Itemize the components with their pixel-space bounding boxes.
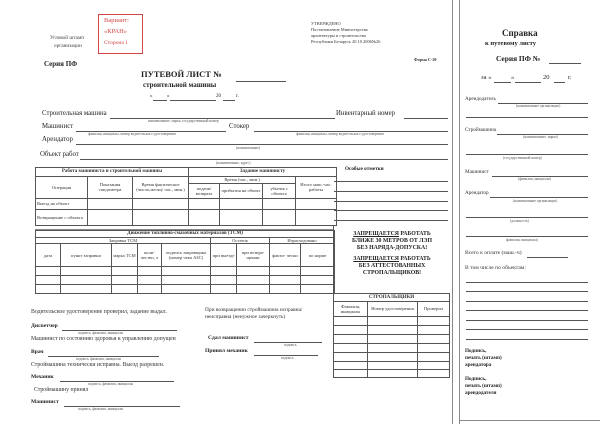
- cell[interactable]: [368, 344, 418, 353]
- cell[interactable]: [61, 267, 112, 276]
- cell[interactable]: [112, 276, 138, 285]
- table-row: [36, 267, 335, 276]
- fuel-table-title: Движение топливно-смазочных материалов (ТСМ): [36, 231, 335, 238]
- table-row: [334, 353, 450, 362]
- work-table: [35, 167, 337, 226]
- lessor-label: Арендодатель: [465, 96, 496, 102]
- table-row: [36, 276, 335, 285]
- cert-plate-field[interactable]: [466, 154, 588, 155]
- machine-label: Строительная машина: [42, 110, 107, 117]
- cert-operator-label: Машинист: [465, 169, 489, 175]
- warning-lep-line3: БЕЗ НАРЯДА-ДОПУСКА!: [356, 245, 428, 252]
- cert-position-field[interactable]: [466, 217, 588, 218]
- inventory-field[interactable]: [404, 118, 448, 119]
- cell[interactable]: [162, 276, 211, 285]
- task-group-header: Задание машинисту: [189, 168, 337, 177]
- cert-date-mid: »: [511, 74, 515, 81]
- cell[interactable]: [133, 209, 189, 225]
- lessee-hint: (наименование): [236, 146, 261, 150]
- cell[interactable]: [368, 370, 418, 378]
- table-row: [36, 209, 337, 225]
- handed-operator-hint: подпись: [284, 343, 297, 347]
- variant-value: «КРАН»: [104, 28, 128, 35]
- cert-date-day-field[interactable]: [494, 82, 511, 83]
- return-text-line1: При возвращении строймашина исправна/: [205, 307, 303, 313]
- form-code: Форма С-20: [414, 57, 437, 62]
- cell[interactable]: [263, 199, 296, 210]
- cert-name-field[interactable]: [466, 236, 588, 237]
- stoker-hint: фамилия, инициалы, номер водительского удостоверения: [296, 132, 384, 136]
- cert-date-prefix: за «: [481, 74, 492, 81]
- cert-lessee-hint: (наименование организации): [513, 199, 558, 203]
- date-month-field[interactable]: [170, 100, 216, 101]
- page-divider: [452, 0, 460, 424]
- lessee-field[interactable]: [76, 144, 448, 145]
- special-notes-line[interactable]: [334, 220, 448, 221]
- cell[interactable]: [189, 209, 220, 225]
- certificate-number-field[interactable]: [549, 63, 581, 64]
- cell[interactable]: [418, 326, 450, 335]
- cell[interactable]: [418, 353, 450, 362]
- object-line[interactable]: [466, 282, 588, 283]
- table-row: [36, 199, 337, 210]
- checked-text: Водительское удостоверение проверил, задание выдал.: [31, 309, 167, 315]
- riggers-table-title: СТРОПАЛЬЩИКИ: [334, 294, 450, 302]
- refuel-group-header: Заправка ТСМ: [36, 238, 211, 244]
- cell[interactable]: [88, 199, 133, 210]
- cell[interactable]: [263, 209, 296, 225]
- object-line[interactable]: [466, 301, 588, 302]
- cell[interactable]: [237, 267, 270, 276]
- warning-riggers: [336, 256, 448, 278]
- row-label: Выезд на объект: [36, 199, 88, 210]
- col-operation: Операция: [36, 176, 88, 199]
- cert-position-hint: (должность): [510, 219, 529, 223]
- cell[interactable]: [301, 267, 335, 276]
- table-row: [334, 344, 450, 353]
- col-station: пункт заправки: [61, 244, 112, 267]
- accepted-text: Строймашину принял: [34, 387, 89, 393]
- doctor-label: Врач: [31, 349, 44, 355]
- warning-riggers-line2: БЕЗ АТТЕСТОВАННЫХ: [358, 263, 426, 270]
- cert-date-month-field[interactable]: [515, 82, 541, 83]
- cell[interactable]: [162, 267, 211, 276]
- lessor-field-2[interactable]: [466, 117, 588, 118]
- object-line[interactable]: [466, 329, 588, 330]
- site-field[interactable]: [80, 159, 448, 160]
- date-suffix: г.: [236, 94, 239, 99]
- col-rigger-cert: Номер удостоверения: [368, 302, 418, 317]
- health-text: Машинист по состоянию здоровья к управлению допущен: [31, 336, 176, 342]
- warning-lep: [336, 231, 448, 253]
- variant-label: Вариант:: [104, 17, 129, 24]
- object-line[interactable]: [466, 291, 588, 292]
- cell[interactable]: [211, 285, 237, 294]
- cell[interactable]: [301, 285, 335, 294]
- machine-field[interactable]: [110, 118, 335, 119]
- cell[interactable]: [334, 353, 368, 362]
- remainder-group-header: Остаток: [211, 238, 270, 244]
- special-notes-line[interactable]: [334, 191, 448, 192]
- cell[interactable]: [368, 353, 418, 362]
- lessee-signature-line2: печать (штамп): [465, 355, 502, 361]
- cell[interactable]: [334, 344, 368, 353]
- cell[interactable]: [112, 285, 138, 294]
- received-mechanic-label: Принял механик: [205, 348, 248, 354]
- lessee-signature-line1: Подпись,: [465, 348, 487, 354]
- certificate-series: Серия ПФ №: [496, 54, 541, 63]
- site-label: Объект работ: [40, 151, 79, 158]
- cell[interactable]: [418, 335, 450, 344]
- object-line[interactable]: [466, 320, 588, 321]
- table-row: [334, 335, 450, 344]
- cell[interactable]: [296, 209, 337, 225]
- warning-lep-keyword: ЗАПРЕЩАЕТСЯ: [353, 231, 399, 237]
- org-stamp-line1: Угловой штамп: [50, 35, 85, 41]
- object-line[interactable]: [466, 339, 588, 340]
- cell[interactable]: [211, 267, 237, 276]
- cell[interactable]: [237, 285, 270, 294]
- time-group-header: Время (час., мин.): [189, 176, 296, 184]
- col-rigger-checked: Проверил: [418, 302, 450, 317]
- riggers-table: [333, 293, 450, 378]
- cell[interactable]: [301, 276, 335, 285]
- col-arrival: прибытия на объект: [220, 184, 263, 199]
- machine-hint: наименование, марка, государственный номер: [148, 119, 219, 123]
- certificate-title: Справка: [502, 28, 538, 38]
- inventory-label: Инвентарный номер: [336, 110, 396, 117]
- cell[interactable]: [36, 285, 61, 294]
- warning-riggers-line3: СТРОПАЛЬЩИКОВ!: [362, 270, 422, 277]
- cell[interactable]: [133, 199, 189, 210]
- approval-line4: Республики Беларусь 20.10.2006№26: [311, 39, 381, 44]
- cell[interactable]: [334, 370, 368, 378]
- cert-date-year-field[interactable]: [554, 82, 565, 83]
- doctor-hint: подпись, фамилия, инициалы: [76, 357, 122, 361]
- used-group-header: Израсходовано: [270, 238, 335, 244]
- col-at-exit: при выезде: [211, 244, 237, 267]
- cert-plate-hint: (государственный номер): [503, 156, 542, 160]
- cert-date-year: 20: [543, 74, 550, 81]
- lessee-signature-line3: арендатора: [465, 362, 492, 368]
- cell[interactable]: [368, 362, 418, 370]
- col-signature: подпись заправщика (номер чека АЗС): [162, 244, 211, 267]
- warning-lep-rest: РАБОТАТЬ: [398, 231, 431, 237]
- site-hint: (наименование, адрес): [216, 161, 251, 165]
- cell[interactable]: [61, 276, 112, 285]
- dispatcher-label: Диспетчер: [31, 323, 58, 329]
- certificate-bottom-border: [460, 420, 600, 421]
- stoker-label: Стокер: [229, 123, 250, 130]
- cell[interactable]: [36, 267, 61, 276]
- col-date: дата: [36, 244, 61, 267]
- date-year-field[interactable]: [223, 100, 235, 101]
- certificate-subtitle: к путевому листу: [485, 40, 536, 47]
- date-year-prefix: 20: [216, 94, 221, 99]
- mechanic-label: Механик: [31, 374, 54, 380]
- operator-hint: фамилия, инициалы, номер водительского удостоверения: [88, 132, 176, 136]
- col-at-return: при возвра- щении: [237, 244, 270, 267]
- by-objects-label: В том числе по объектам:: [465, 265, 526, 271]
- cert-lessee-field[interactable]: [490, 197, 588, 198]
- cell[interactable]: [270, 276, 301, 285]
- col-actual: факти- чески: [270, 244, 301, 267]
- col-norm: по норме: [301, 244, 335, 267]
- cell[interactable]: [368, 326, 418, 335]
- cell[interactable]: [237, 276, 270, 285]
- cell[interactable]: [220, 199, 263, 210]
- col-supply: подачи/ возврата: [189, 184, 220, 199]
- cell[interactable]: [418, 370, 450, 378]
- total-payment-label: Всего к оплате (маш.-ч): [465, 250, 522, 256]
- date-day-field[interactable]: [153, 100, 167, 101]
- object-line[interactable]: [466, 310, 588, 311]
- special-notes-line[interactable]: [334, 181, 448, 182]
- cert-date-suffix: г.: [568, 74, 572, 81]
- cert-machine-hint: (наименование, марка): [523, 135, 558, 139]
- tech-text: Строймашина технически исправна. Выезд разрешен.: [31, 362, 165, 368]
- warning-lep-line2: БЛИЖЕ 30 МЕТРОВ ОТ ЛЭП: [352, 238, 432, 245]
- warning-riggers-rest: РАБОТАТЬ: [398, 256, 431, 262]
- cell[interactable]: [138, 285, 162, 294]
- dispatcher-hint: подпись, фамилия, инициалы: [78, 331, 124, 335]
- col-rigger-name: Фамилия, инициалы: [334, 302, 368, 317]
- col-brand: марка ТСМ: [112, 244, 138, 267]
- org-stamp-line2: организации: [54, 43, 82, 49]
- work-group-header: Работа машиниста и строительной машины: [36, 168, 189, 177]
- lessor-signature-line3: арендодателя: [465, 390, 497, 396]
- cell[interactable]: [138, 267, 162, 276]
- cell[interactable]: [418, 344, 450, 353]
- waybill-subtitle: строительной машины: [143, 81, 217, 89]
- handed-operator-label: Сдал машинист: [208, 335, 249, 341]
- special-notes-line[interactable]: [334, 210, 448, 211]
- received-mechanic-hint: подпись: [281, 356, 294, 360]
- cell[interactable]: [270, 285, 301, 294]
- lessor-signature-line1: Подпись,: [465, 376, 487, 382]
- cell[interactable]: [296, 199, 337, 210]
- certificate-panel: [460, 0, 600, 424]
- return-text-line2: неисправна (ненужное зачеркнуть): [205, 314, 286, 320]
- cell[interactable]: [368, 317, 418, 326]
- cell[interactable]: [88, 209, 133, 225]
- col-quantity: коли- чество, л: [138, 244, 162, 267]
- waybill-title: ПУТЕВОЙ ЛИСТ №: [141, 69, 222, 79]
- waybill-number-field[interactable]: [236, 81, 286, 82]
- table-row: [334, 317, 450, 326]
- date-open-quote: «: [150, 94, 153, 99]
- mechanic-hint: подпись, фамилия, инициалы: [88, 382, 134, 386]
- cell[interactable]: [211, 276, 237, 285]
- operator-sign-label: Машинист: [31, 399, 59, 405]
- cell[interactable]: [334, 317, 368, 326]
- warning-riggers-keyword: ЗАПРЕЩАЕТСЯ: [353, 256, 399, 262]
- date-close-quote: »: [167, 94, 170, 99]
- series-label: Серия ПФ: [44, 60, 78, 68]
- lessor-hint: (наименование организации): [516, 104, 561, 108]
- total-payment-field[interactable]: [527, 257, 568, 258]
- cell[interactable]: [418, 317, 450, 326]
- cell[interactable]: [61, 285, 112, 294]
- cell[interactable]: [368, 335, 418, 344]
- lessor-signature-line2: печать (штамп): [465, 383, 502, 389]
- approval-line3: архитектуры и строительства: [311, 33, 366, 38]
- fuel-table: [35, 230, 335, 294]
- table-row: [334, 362, 450, 370]
- cert-operator-hint: (фамилия, инициалы): [518, 177, 552, 181]
- cert-name-hint: фамилия, инициалы): [506, 238, 538, 242]
- special-notes-line[interactable]: [334, 201, 448, 202]
- variant-side: Сторона 1: [104, 40, 129, 46]
- cert-machine-label: Строймашина: [465, 127, 497, 133]
- cell[interactable]: [112, 267, 138, 276]
- table-row: [36, 285, 335, 294]
- cell[interactable]: [138, 276, 162, 285]
- cell[interactable]: [162, 285, 211, 294]
- approval-line2: Постановление Министерства: [311, 27, 368, 32]
- special-notes-title: Особые отметки: [345, 166, 384, 172]
- operator-sign-hint: подпись, фамилия, инициалы: [78, 407, 124, 411]
- row-label: Возвращение с объекта: [36, 209, 88, 225]
- cell[interactable]: [220, 209, 263, 225]
- operator-label: Машинист: [42, 123, 74, 130]
- cell[interactable]: [334, 335, 368, 344]
- col-actual-time: Время фактическое (число,месяц/ час., мин.): [133, 176, 189, 199]
- cert-lessee-label: Арендатор: [465, 190, 489, 196]
- table-row: [334, 326, 450, 335]
- cell[interactable]: [189, 199, 220, 210]
- cell[interactable]: [334, 362, 368, 370]
- lessee-label: Арендатор: [42, 136, 73, 143]
- cell[interactable]: [270, 267, 301, 276]
- col-speedometer: Показания спидометра: [88, 176, 133, 199]
- col-departure: убытия с объекта: [263, 184, 296, 199]
- col-total: Итого маш.-час. работы: [296, 176, 337, 199]
- cell[interactable]: [418, 362, 450, 370]
- table-row: [334, 370, 450, 378]
- cell[interactable]: [36, 276, 61, 285]
- cell[interactable]: [334, 326, 368, 335]
- approval-line1: УТВЕРЖДЕНО: [311, 21, 341, 26]
